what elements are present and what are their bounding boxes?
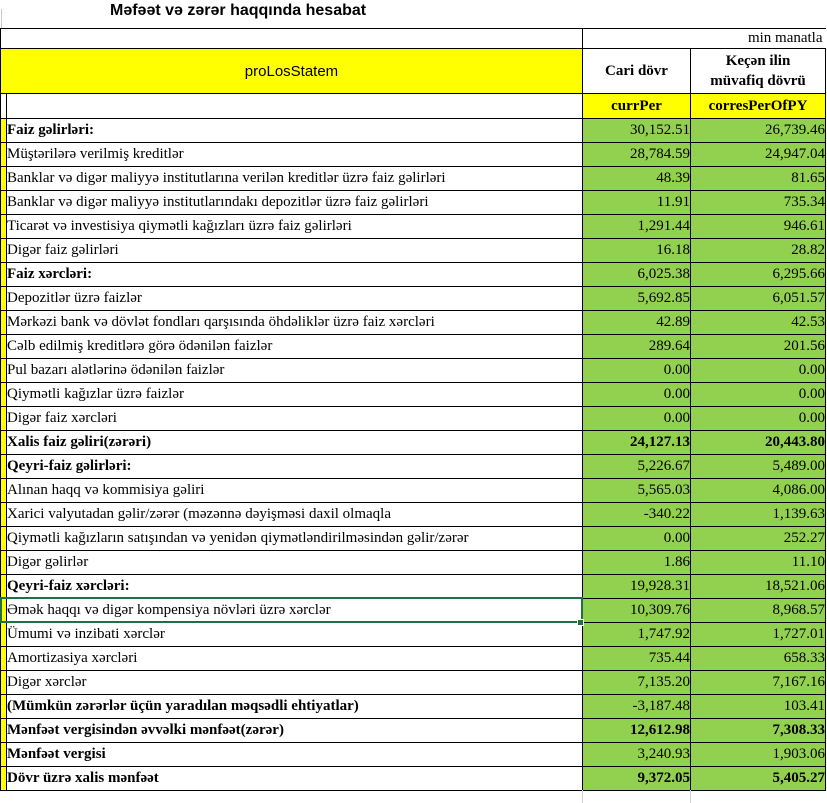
previous-period-value-cell[interactable]: 5,489.00	[691, 455, 826, 479]
current-period-value-cell[interactable]: 5,226.67	[583, 455, 691, 479]
statement-name-cell[interactable]: proLosStatem	[1, 49, 583, 94]
previous-period-value-cell[interactable]: 28.82	[691, 239, 826, 263]
column-header-previous[interactable]	[691, 49, 826, 94]
row-label-cell[interactable]: Pul bazarı alətlərinə ödənilən faizlər	[7, 359, 583, 383]
table-row	[1, 623, 826, 647]
row-label-cell[interactable]: Qeyri-faiz gəlirləri:	[7, 455, 583, 479]
table-row	[1, 575, 826, 599]
table-row	[1, 479, 826, 503]
previous-period-value-cell[interactable]: 18,521.06	[691, 575, 826, 599]
current-period-value-cell[interactable]: -340.22	[583, 503, 691, 527]
previous-period-value-cell[interactable]: 1,139.63	[691, 503, 826, 527]
row-label-cell[interactable]: Qiymətli kağızlar üzrə faizlər	[7, 383, 583, 407]
previous-period-value-cell[interactable]: 0.00	[691, 359, 826, 383]
row-label-cell[interactable]: Mənfəət vergisi	[7, 743, 583, 767]
unit-row	[1, 29, 826, 49]
table-row	[1, 191, 826, 215]
current-period-value-cell[interactable]: 9,372.05	[583, 767, 691, 791]
table-row	[1, 119, 826, 143]
previous-period-value-cell[interactable]: 658.33	[691, 647, 826, 671]
table-row	[1, 743, 826, 767]
current-period-value-cell[interactable]: 24,127.13	[583, 431, 691, 455]
code-previous-cell[interactable]: corresPerOfPY	[691, 94, 826, 119]
table-row	[1, 287, 826, 311]
previous-period-value-cell[interactable]: 7,308.33	[691, 719, 826, 743]
current-period-value-cell[interactable]: 11.91	[583, 191, 691, 215]
previous-period-value-cell[interactable]: 8,968.57	[691, 599, 826, 623]
table-row	[1, 167, 826, 191]
gridline	[690, 790, 691, 803]
table-row	[1, 143, 826, 167]
previous-period-value-cell[interactable]: 24,947.04	[691, 143, 826, 167]
header-row	[1, 49, 826, 94]
row-label-cell[interactable]: Faiz xərcləri:	[7, 263, 583, 287]
current-period-value-cell[interactable]: 0.00	[583, 527, 691, 551]
column-header-previous-line1: Keçən ilin	[725, 52, 791, 69]
table-row	[1, 431, 826, 455]
empty-cell[interactable]	[7, 94, 583, 119]
previous-period-value-cell[interactable]: 81.65	[691, 167, 826, 191]
row-label-cell-selected[interactable]: Əmək haqqı və digər kompensiya növləri üzrə xərclər	[7, 599, 583, 623]
previous-period-value-cell[interactable]: 946.61	[691, 215, 826, 239]
current-period-value-cell[interactable]: 0.00	[583, 407, 691, 431]
previous-period-value-cell[interactable]: 1,903.06	[691, 743, 826, 767]
row-label-cell[interactable]: Cəlb edilmiş kreditlərə görə ödənilən faizlər	[7, 335, 583, 359]
table-row	[1, 671, 826, 695]
current-period-value-cell[interactable]: 0.00	[583, 383, 691, 407]
code-current-cell[interactable]: currPer	[583, 94, 691, 119]
row-label-cell[interactable]: Xarici valyutadan gəlir/zərər (məzənnə dəyişməsi daxil olmaqla	[7, 503, 583, 527]
table-row	[1, 311, 826, 335]
table-row	[1, 239, 826, 263]
previous-period-value-cell[interactable]: 103.41	[691, 695, 826, 719]
table-row	[1, 263, 826, 287]
table-row	[1, 527, 826, 551]
previous-period-value-cell[interactable]: 6,051.57	[691, 287, 826, 311]
current-period-value-cell[interactable]: 42.89	[583, 311, 691, 335]
current-period-value-cell[interactable]: 10,309.76	[583, 599, 691, 623]
current-period-value-cell[interactable]: 1,291.44	[583, 215, 691, 239]
row-label-cell[interactable]: Amortizasiya xərcləri	[7, 647, 583, 671]
table-row	[1, 551, 826, 575]
table-row	[1, 407, 826, 431]
previous-period-value-cell[interactable]: 4,086.00	[691, 479, 826, 503]
current-period-value-cell[interactable]: 48.39	[583, 167, 691, 191]
current-period-value-cell[interactable]: 735.44	[583, 647, 691, 671]
row-label-cell[interactable]: Digər faiz xərcləri	[7, 407, 583, 431]
table-row	[1, 767, 826, 791]
current-period-value-cell[interactable]: 1.86	[583, 551, 691, 575]
previous-period-value-cell[interactable]: 6,295.66	[691, 263, 826, 287]
table-row	[1, 647, 826, 671]
row-label-cell[interactable]: Mənfəət vergisindən əvvəlki mənfəət(zərər)	[7, 719, 583, 743]
empty-cell[interactable]	[1, 29, 583, 49]
table-row	[1, 455, 826, 479]
row-label-cell[interactable]: Alınan haqq və kommisiya gəliri	[7, 479, 583, 503]
current-period-value-cell[interactable]: 16.18	[583, 239, 691, 263]
row-label-cell[interactable]: Xalis faiz gəliri(zərəri)	[7, 431, 583, 455]
column-header-previous-line2: müvafiq dövrü	[710, 73, 806, 89]
row-label-cell[interactable]: Faiz gəlirləri:	[7, 119, 583, 143]
table-row	[1, 359, 826, 383]
table-row	[1, 215, 826, 239]
previous-period-value-cell[interactable]: 735.34	[691, 191, 826, 215]
table-row	[1, 719, 826, 743]
current-period-value-cell[interactable]: 28,784.59	[583, 143, 691, 167]
previous-period-value-cell[interactable]: 11.10	[691, 551, 826, 575]
current-period-value-cell[interactable]: 5,565.03	[583, 479, 691, 503]
current-period-value-cell[interactable]: 3,240.93	[583, 743, 691, 767]
previous-period-value-cell[interactable]: 252.27	[691, 527, 826, 551]
table-row	[1, 695, 826, 719]
previous-period-value-cell[interactable]: 0.00	[691, 407, 826, 431]
row-label-cell[interactable]: Digər gəlirlər	[7, 551, 583, 575]
gridline	[582, 790, 583, 803]
row-label-cell[interactable]: Ümumi və inzibati xərclər	[7, 623, 583, 647]
row-label-cell[interactable]: Banklar və digər maliyyə institutlarındakı depozitlər üzrə faiz gəlirləri	[7, 191, 583, 215]
selection-fill-handle[interactable]	[577, 619, 584, 626]
current-period-value-cell[interactable]: 6,025.38	[583, 263, 691, 287]
current-period-value-cell[interactable]: 7,135.20	[583, 671, 691, 695]
current-period-value-cell[interactable]: 289.64	[583, 335, 691, 359]
previous-period-value-cell[interactable]: 7,167.16	[691, 671, 826, 695]
row-label-cell[interactable]: (Mümkün zərərlər üçün yaradılan məqsədli ehtiyatlar)	[7, 695, 583, 719]
table-row	[1, 599, 826, 623]
current-period-value-cell[interactable]: 19,928.31	[583, 575, 691, 599]
previous-period-value-cell[interactable]: 20,443.80	[691, 431, 826, 455]
row-label-cell[interactable]: Mərkəzi bank və dövlət fondları qarşısında öhdəliklər üzrə faiz xərcləri	[7, 311, 583, 335]
previous-period-value-cell[interactable]: 0.00	[691, 383, 826, 407]
row-label-cell[interactable]: Ticarət və investisiya qiymətli kağızları üzrə faiz gəlirləri	[7, 215, 583, 239]
current-period-value-cell[interactable]: 30,152.51	[583, 119, 691, 143]
row-label-cell[interactable]: Depozitlər üzrə faizlər	[7, 287, 583, 311]
row-label-cell[interactable]: Qeyri-faiz xərcləri:	[7, 575, 583, 599]
rows-body	[1, 29, 826, 791]
row-label-cell[interactable]: Qiymətli kağızların satışından və yenidən qiymətləndirilməsindən gəlir/zərər	[7, 527, 583, 551]
row-label-cell[interactable]: Dövr üzrə xalis mənfəət	[7, 767, 583, 791]
current-period-value-cell[interactable]: -3,187.48	[583, 695, 691, 719]
unit-note: min manatla	[583, 29, 826, 49]
current-period-value-cell[interactable]: 5,692.85	[583, 287, 691, 311]
current-period-value-cell[interactable]: 12,612.98	[583, 719, 691, 743]
previous-period-value-cell[interactable]: 201.56	[691, 335, 826, 359]
row-label-cell[interactable]: Banklar və digər maliyyə institutlarına verilən kreditlər üzrə faiz gəlirləri	[7, 167, 583, 191]
row-label-cell[interactable]: Digər xərclər	[7, 671, 583, 695]
row-label-cell[interactable]: Digər faiz gəlirləri	[7, 239, 583, 263]
current-period-value-cell[interactable]: 0.00	[583, 359, 691, 383]
page-title: Məfəət və zərər haqqında hesabat	[110, 2, 367, 19]
profit-loss-table	[0, 28, 826, 791]
previous-period-value-cell[interactable]: 1,727.01	[691, 623, 826, 647]
table-row	[1, 383, 826, 407]
column-header-current[interactable]: Cari dövr	[583, 49, 691, 94]
table-row	[1, 335, 826, 359]
current-period-value-cell[interactable]: 1,747.92	[583, 623, 691, 647]
code-row	[1, 94, 826, 119]
previous-period-value-cell[interactable]: 5,405.27	[691, 767, 826, 791]
row-label-cell[interactable]: Müştərilərə verilmiş kreditlər	[7, 143, 583, 167]
table-row	[1, 503, 826, 527]
previous-period-value-cell[interactable]: 42.53	[691, 311, 826, 335]
gridline	[1, 9, 2, 28]
previous-period-value-cell[interactable]: 26,739.46	[691, 119, 826, 143]
